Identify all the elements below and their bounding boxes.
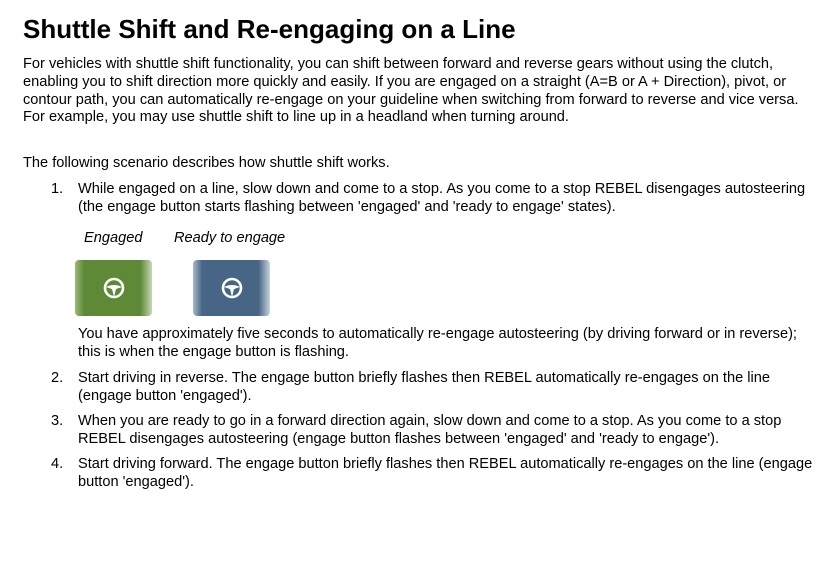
list-item: [51, 181, 818, 217]
list-number: 2.: [51, 370, 64, 386]
steering-wheel-icon: [103, 277, 125, 299]
list-text: While engaged on a line, slow down and come to a stop. As you come to a stop REBEL disengages autosteering (the engage button starts flashing between 'engaged' and 'ready to engage' states).: [78, 181, 806, 215]
list-text: When you are ready to go in a forward direction again, slow down and come to a stop. As you come to a stop REBEL disengages autosteering (engage button flashes between 'engaged' and 'ready to engage').: [78, 413, 782, 447]
intro-paragraph: For vehicles with shuttle shift functionality, you can shift between forward and reverse gears without using the clutch, enabling you to shift direction more quickly and easily. If you are engaged on a straight (A=B or A + Direction), pivot, or contour path, you can automatically re-engage on your guideline when switching from forward to reverse and vice versa. For example, you may use shuttle shift to line up in a headland when turning around.: [23, 56, 799, 126]
steering-wheel-icon: [221, 277, 243, 299]
list-number: 4.: [51, 456, 64, 472]
engaged-label: Engaged: [84, 230, 143, 246]
engaged-button-image: [75, 260, 152, 316]
list-item: [51, 456, 818, 492]
page-title: Shuttle Shift and Re-engaging on a Line: [23, 14, 516, 44]
note-paragraph: You have approximately five seconds to automatically re-engage autosteering (by driving forward or in reverse); this is when the engage button is flashing.: [78, 326, 797, 360]
list-number: 1.: [51, 181, 64, 197]
list-number: 3.: [51, 413, 64, 429]
scenario-intro: The following scenario describes how shuttle shift works.: [23, 155, 390, 171]
list-item: [51, 370, 818, 406]
list-text: Start driving in reverse. The engage button briefly flashes then REBEL automatically re-engages on the line (engage button 'engaged').: [78, 370, 770, 404]
list-text: Start driving forward. The engage button briefly flashes then REBEL automatically re-engages on the line (engage button 'engaged').: [78, 456, 813, 490]
list-item: [51, 413, 818, 449]
ready-label: Ready to engage: [174, 230, 286, 246]
ready-button-image: [193, 260, 270, 316]
